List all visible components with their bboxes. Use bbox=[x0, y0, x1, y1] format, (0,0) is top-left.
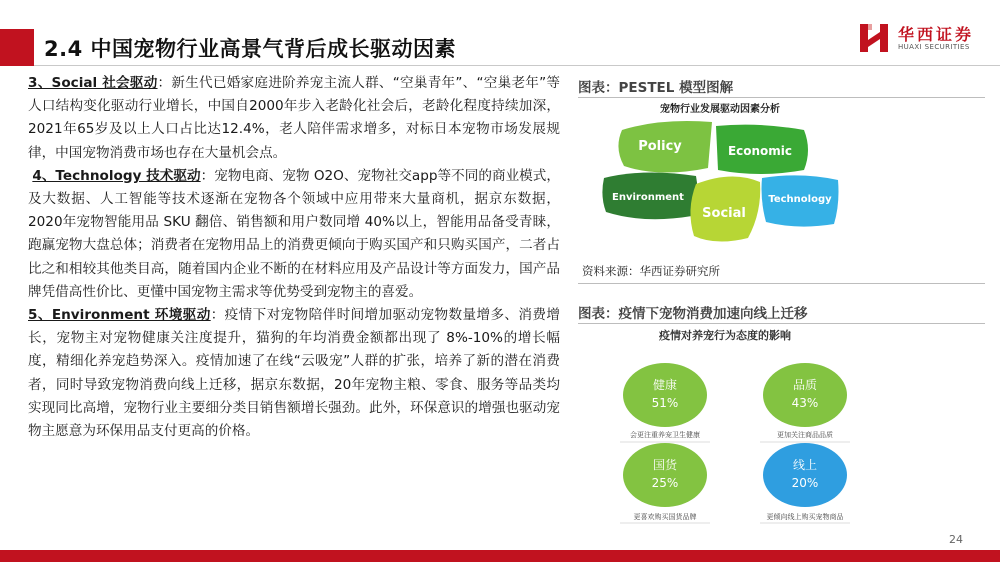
page-title: 2.4 中国宠物行业高景气背后成长驱动因素 bbox=[44, 37, 457, 61]
figure2-divider bbox=[578, 323, 985, 324]
impact-note-quality: 更加关注商品品质 bbox=[777, 431, 833, 439]
impact-value-online: 20% bbox=[791, 476, 819, 490]
figure2-caption: 图表：疫情下宠物消费加速向线上迁移 bbox=[578, 306, 808, 322]
impact-note-health: 会更注重养宠卫生健康 bbox=[630, 431, 700, 439]
petal-policy-label: Policy bbox=[638, 139, 682, 154]
environment-lead: 5、Environment 环境驱动 bbox=[28, 307, 211, 324]
impact-circle-quality bbox=[763, 363, 847, 427]
impact-label-domestic: 国货 bbox=[652, 458, 678, 472]
impact-value-quality: 43% bbox=[791, 396, 819, 410]
social-lead: 3、Social 社会驱动 bbox=[28, 75, 158, 91]
technology-paragraph bbox=[28, 165, 560, 304]
petal-technology-label: Technology bbox=[768, 194, 832, 205]
page-number: 24 bbox=[949, 533, 963, 546]
header-accent-bar bbox=[0, 29, 34, 66]
impact-label-online: 线上 bbox=[792, 458, 818, 472]
impact-value-domestic: 25% bbox=[651, 476, 679, 490]
environment-text: ：疫情下对宠物陪伴时间增加驱动宠物数量增多、消费增长，宠物主对宠物健康关注度提升，猫狗的年均消费金额都出现了 8%-10%的增长幅度，精细化养宠趋势深入。疫情加速了在线“云吸宠”人群的扩张，培养了新的潜在消费者，同时导致宠物消费向线上迁移，据京东数据，20年宠物主粮、零食、服务等品类均实现同比高增，宠物行业主要细分类目销售额增长强劲。此外，环保意识的增强也驱动宠物主愿意为环保用品支付更高的价格。 bbox=[28, 307, 560, 440]
impact-label-quality: 品质 bbox=[792, 378, 818, 392]
figure1-source: 资料来源：华西证券研究所 bbox=[582, 264, 720, 278]
impact-circle-online bbox=[763, 443, 847, 507]
logo-text-en: HUAXI SECURITIES bbox=[898, 43, 970, 51]
pestel-title: 宠物行业发展驱动因素分析 bbox=[660, 104, 780, 115]
company-logo bbox=[860, 19, 995, 59]
impact-circle-domestic bbox=[623, 443, 707, 507]
logo-text-cn: 华西证券 bbox=[898, 25, 975, 44]
impact-label-health: 健康 bbox=[652, 378, 678, 392]
petal-social-label: Social bbox=[702, 206, 746, 221]
impact-note-online: 更倾向线上购买宠物商品 bbox=[766, 513, 844, 521]
impact-value-health: 51% bbox=[651, 396, 679, 410]
petal-economic-label: Economic bbox=[727, 144, 793, 158]
technology-text: ：宠物电商、宠物 O2O、宠物社交app等不同的商业模式，及大数据、人工智能等技术逐渐在宠物各个领域中应用带来大量商机，据京东数据，2020年宠物智能用品 SKU 翻倍、销售额和用户数同增 40%以上，智能用品备受青睐，跑赢宠物大盘总体；消费者在宠物用品上的消费更倾向于购买国产和只购买国产，二者占比之和相较其他类目高，随着国内企业不断的在材料应用及产品设计等方面发力，国产品牌凭借高性价比、更懂中国宠物主需求等优势受到宠物主的喜爱。 bbox=[28, 167, 560, 300]
footer-bar bbox=[0, 550, 1000, 562]
technology-lead: 4、Technology 技术驱动 bbox=[32, 167, 201, 184]
impact-infographic bbox=[600, 325, 850, 525]
social-paragraph bbox=[28, 72, 560, 165]
impact-note-domestic: 更喜欢购买国货品牌 bbox=[633, 513, 697, 521]
petal-environment-label: Environment bbox=[612, 192, 684, 203]
impact-title: 疫情对养宠行为态度的影响 bbox=[659, 329, 791, 342]
impact-circle-health bbox=[623, 363, 707, 427]
environment-paragraph bbox=[28, 304, 560, 443]
huaxi-logo-icon bbox=[860, 22, 890, 54]
header-divider bbox=[34, 65, 1000, 66]
pestel-diagram bbox=[600, 100, 840, 260]
social-text: ：新生代已婚家庭进阶养宠主流人群、“空巢青年”、“空巢老年”等人口结构变化驱动行业增长，中国自2000年步入老龄化社会后，老龄化程度持续加深，2021年65岁及以上人口占比达12.4%，老人陪伴需求增多，对标日本宠物市场发展规律，中国宠物消费市场也存在大量机会点。 bbox=[28, 75, 561, 161]
figure1-divider bbox=[578, 97, 985, 98]
figure1-caption: 图表：PESTEL 模型图解 bbox=[578, 80, 734, 96]
source-divider bbox=[578, 283, 985, 284]
body-text bbox=[28, 72, 560, 443]
